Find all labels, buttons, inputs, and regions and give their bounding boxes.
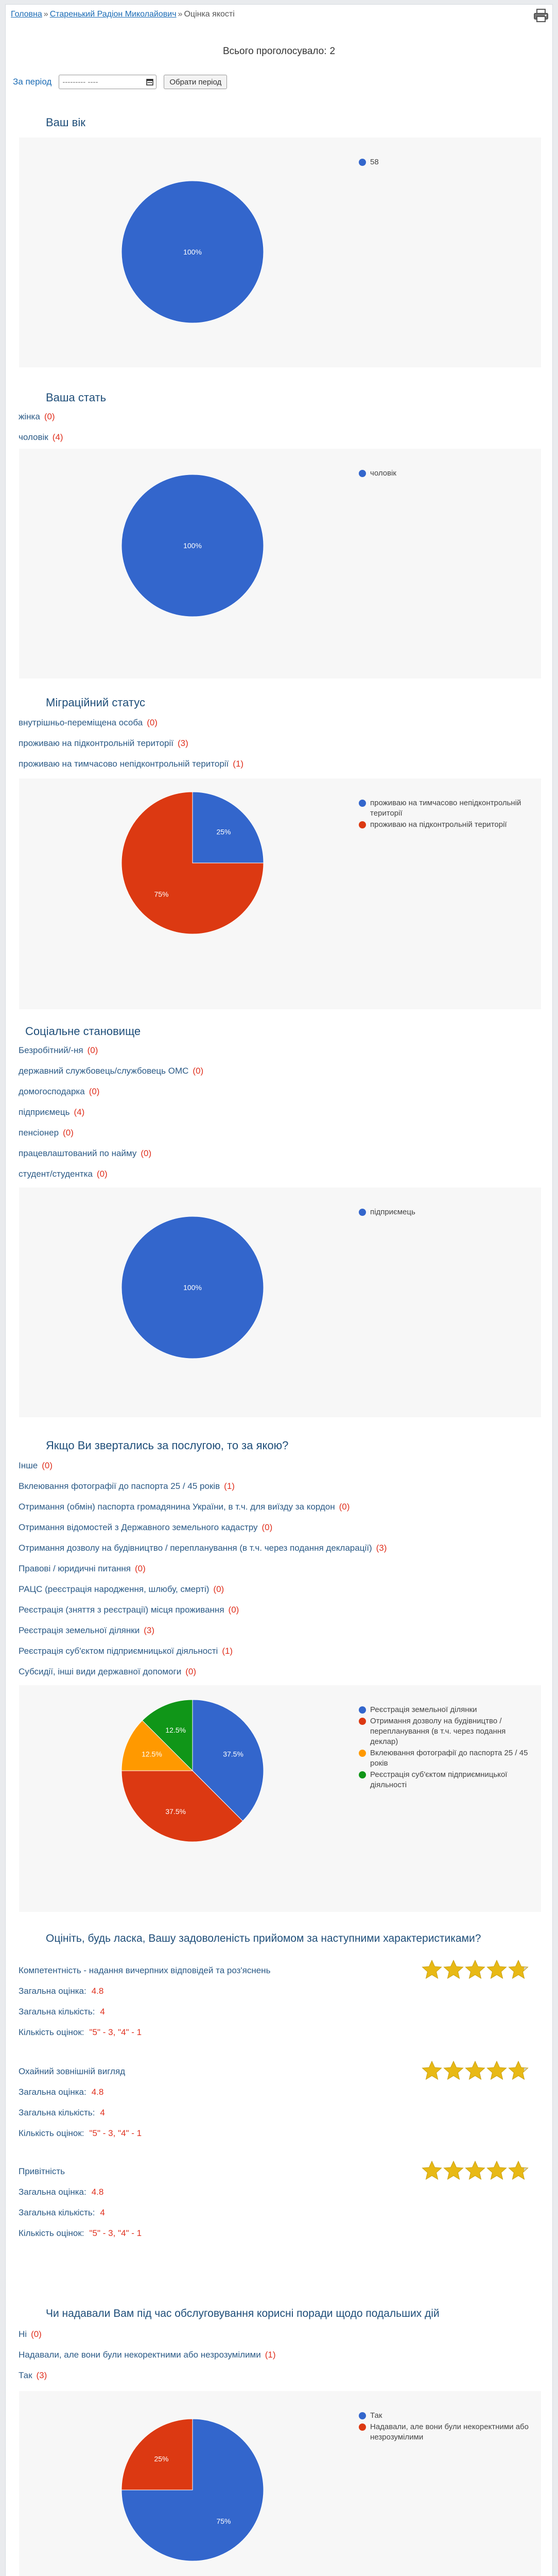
legend-swatch: [359, 821, 366, 828]
grades-label: Кількість оцінок:: [19, 2228, 84, 2238]
pie-slice-percent-label: 100%: [183, 541, 202, 550]
breadcrumb-separator: »: [43, 10, 48, 19]
migration-option: [19, 738, 188, 749]
rating-average: [19, 2087, 103, 2097]
service-option: [19, 1667, 196, 1677]
rating-count: [19, 2108, 105, 2118]
rating-grades: [19, 2027, 142, 2038]
rating-stars: [422, 2160, 529, 2181]
social-option: [19, 1066, 203, 1076]
social-chart-legend: [359, 1207, 534, 1218]
rating-count: [19, 2208, 105, 2218]
option-label: пенсіонер: [19, 1128, 59, 1138]
legend-label: проживаю на тимчасово непідконтрольній території: [370, 799, 521, 818]
legend-item[interactable]: [359, 2411, 534, 2421]
legend-swatch: [359, 1209, 366, 1216]
star-icon: [465, 2160, 485, 2181]
gender-pie-chart: [19, 449, 541, 679]
star-icon: [508, 2060, 529, 2081]
social-option: [19, 1087, 99, 1097]
option-label: студент/студентка: [19, 1169, 93, 1179]
option-count: (0): [44, 412, 55, 421]
period-filter: [13, 75, 227, 89]
legend-item[interactable]: [359, 2422, 534, 2443]
legend-item[interactable]: [359, 820, 534, 830]
star-icon: [486, 2160, 507, 2181]
rating-grades: [19, 2228, 142, 2239]
rating-grades: [19, 2128, 142, 2139]
service-chart-legend: [359, 1705, 534, 1791]
legend-item[interactable]: [359, 157, 534, 167]
service-chart-panel: [19, 1685, 541, 1912]
option-label: Отримання відомостей з Державного земельного кадастру: [19, 1522, 258, 1532]
advice-option: [19, 2350, 276, 2360]
service-option: [19, 1502, 350, 1512]
gender-chart-panel: [19, 449, 541, 679]
star-icon: [443, 2160, 464, 2181]
avg-label: Загальна оцінка:: [19, 2087, 86, 2097]
legend-label: чоловік: [370, 469, 396, 478]
avg-value: 4.8: [91, 2087, 104, 2097]
breadcrumb-current: Оцінка якості: [184, 10, 235, 19]
legend-item[interactable]: [359, 798, 534, 819]
total-voted: [6, 46, 552, 57]
social-option: [19, 1148, 151, 1159]
breadcrumb-separator: »: [178, 10, 183, 19]
count-value: 4: [100, 2108, 105, 2117]
rating-count: [19, 2007, 105, 2017]
migration-title: Міграційний статус: [46, 696, 145, 709]
advice-chart-panel: [19, 2391, 541, 2576]
social-option: [19, 1107, 84, 1117]
option-count: (0): [147, 718, 158, 727]
option-count: (1): [265, 2350, 276, 2360]
migration-chart-legend: [359, 798, 534, 831]
gender-title: Ваша стать: [46, 391, 107, 404]
service-option: [19, 1461, 53, 1471]
option-count: (3): [36, 2370, 47, 2380]
count-label: Загальна кількість:: [19, 2208, 95, 2217]
legend-swatch: [359, 2424, 366, 2431]
option-count: (0): [135, 1564, 146, 1573]
service-option: [19, 1481, 235, 1492]
option-count: (4): [52, 432, 63, 442]
option-label: Ні: [19, 2329, 27, 2339]
star-icon: [443, 1959, 464, 1980]
option-count: (3): [144, 1625, 154, 1635]
star-icon: [465, 1959, 485, 1980]
service-title: Якщо Ви звертались за послугою, то за якою?: [46, 1439, 289, 1452]
option-label: працевлаштований по найму: [19, 1148, 137, 1158]
option-label: РАЦС (реєстрація народження, шлюбу, смерті): [19, 1584, 210, 1594]
option-count: (0): [96, 1169, 108, 1179]
legend-swatch: [359, 1706, 366, 1714]
pie-slice-percent-label: 12.5%: [165, 1725, 186, 1734]
rating-criterion-name: Компетентність - надання вичерпних відповідей та роз'яснень: [19, 1965, 271, 1975]
legend-item[interactable]: [359, 468, 534, 479]
legend-label: Реєстрація земельної ділянки: [370, 1705, 477, 1714]
avg-value: 4.8: [91, 1986, 104, 1996]
star-icon: [508, 2160, 529, 2181]
star-icon: [486, 2060, 507, 2081]
service-option: [19, 1605, 239, 1615]
legend-label: підприємець: [370, 1208, 415, 1216]
migration-option: [19, 759, 243, 769]
pie-slice-percent-label: 75%: [216, 2517, 231, 2526]
legend-item[interactable]: [359, 1748, 534, 1769]
option-count: (0): [185, 1667, 196, 1676]
rating-title: Оцініть, будь ласка, Вашу задоволеність прийомом за наступними характеристиками?: [46, 1933, 481, 1944]
age-chart-legend: [359, 157, 534, 168]
legend-item[interactable]: [359, 1207, 534, 1217]
pie-slice-percent-label: 37.5%: [165, 1807, 186, 1816]
star-icon: [422, 2060, 442, 2081]
age-title: Ваш вік: [46, 116, 85, 129]
option-count: (1): [222, 1646, 233, 1656]
legend-label: 58: [370, 158, 379, 166]
legend-swatch: [359, 2412, 366, 2419]
advice-option: [19, 2329, 42, 2340]
legend-swatch: [359, 159, 366, 166]
option-label: Отримання дозволу на будівництво / перепланування (в т.ч. через подання декларації): [19, 1543, 372, 1553]
printer-icon: [533, 8, 549, 23]
option-count: (0): [141, 1148, 152, 1158]
legend-swatch: [359, 1718, 366, 1725]
option-count: (3): [376, 1543, 387, 1553]
grades-value: "5" - 3, "4" - 1: [89, 2027, 142, 2037]
option-label: проживаю на тимчасово непідконтрольній території: [19, 759, 229, 769]
age-chart-panel: [19, 138, 541, 367]
period-date-input[interactable]: [59, 75, 156, 89]
option-label: Реєстрація суб'єктом підприємницької діяльності: [19, 1646, 218, 1656]
legend-label: проживаю на підконтрольній території: [370, 820, 507, 829]
count-value: 4: [100, 2208, 105, 2217]
option-count: (4): [74, 1107, 85, 1117]
social-option: [19, 1169, 108, 1179]
advice-title: Чи надавали Вам під час обслуговування корисні поради щодо подальших дій: [46, 2308, 440, 2319]
option-count: (0): [339, 1502, 350, 1512]
legend-item[interactable]: [359, 1770, 534, 1790]
pie-slice-percent-label: 37.5%: [223, 1750, 243, 1758]
option-label: Реєстрація (зняття з реєстрації) місця проживання: [19, 1605, 224, 1615]
legend-item[interactable]: [359, 1716, 534, 1747]
pie-slice-percent-label: 25%: [154, 2454, 169, 2463]
social-chart-panel: [19, 1188, 541, 1417]
rating-criterion-name: Охайний зовнішній вигляд: [19, 2066, 126, 2076]
pie-slice-percent-label: 75%: [154, 890, 169, 899]
service-option: [19, 1625, 154, 1636]
service-option: [19, 1584, 224, 1595]
option-count: (1): [233, 759, 244, 769]
option-count: (0): [261, 1522, 273, 1532]
option-label: проживаю на підконтрольній території: [19, 738, 173, 748]
service-option: [19, 1564, 146, 1574]
gender-option: [19, 412, 55, 422]
advice-option: [19, 2370, 47, 2381]
legend-label: Вклеювання фотографії до паспорта 25 / 45 років: [370, 1749, 528, 1768]
print-button[interactable]: [532, 8, 550, 23]
grades-value: "5" - 3, "4" - 1: [89, 2228, 142, 2238]
rating-criterion-name: Привітність: [19, 2166, 65, 2176]
service-option: [19, 1543, 387, 1553]
total-voted-count: 2: [329, 46, 336, 57]
pie-slice-percent-label: 100%: [183, 1283, 202, 1292]
option-count: (1): [224, 1481, 235, 1491]
option-label: Так: [19, 2370, 32, 2380]
migration-chart-panel: [19, 778, 541, 1009]
legend-label: Так: [370, 2411, 382, 2420]
option-label: підприємець: [19, 1107, 70, 1117]
breadcrumb: [11, 10, 235, 19]
option-label: домогосподарка: [19, 1087, 85, 1096]
breadcrumb-org-link[interactable]: Старенький Радіон Миколайович: [49, 10, 177, 19]
rating-stars: [422, 1959, 529, 1980]
option-label: Правові / юридичні питання: [19, 1564, 131, 1573]
option-label: Вклеювання фотографії до паспорта 25 / 45 років: [19, 1481, 220, 1491]
star-icon: [486, 1959, 507, 1980]
option-count: (0): [213, 1584, 224, 1594]
star-icon: [443, 2060, 464, 2081]
option-label: Безробітний/-ня: [19, 1045, 83, 1055]
option-label: Надавали, але вони були некоректними або незрозумілими: [19, 2350, 261, 2360]
survey-card: [5, 4, 553, 2576]
grades-label: Кількість оцінок:: [19, 2128, 84, 2138]
period-label: За період: [13, 77, 52, 87]
calendar-icon[interactable]: [146, 78, 153, 86]
age-pie-chart: [19, 138, 541, 367]
avg-label: Загальна оцінка:: [19, 1986, 86, 1996]
option-count: (0): [42, 1461, 53, 1470]
legend-swatch: [359, 800, 366, 807]
social-option: [19, 1128, 74, 1138]
option-label: чоловік: [19, 432, 48, 442]
star-icon: [422, 1959, 442, 1980]
legend-label: Реєстрація суб'єктом підприємницької діяльності: [370, 1770, 508, 1789]
option-count: (0): [89, 1087, 100, 1096]
rating-average: [19, 2187, 103, 2197]
legend-swatch: [359, 1750, 366, 1757]
option-count: (0): [63, 1128, 74, 1138]
star-icon: [508, 1959, 529, 1980]
option-count: (0): [228, 1605, 239, 1615]
grades-label: Кількість оцінок:: [19, 2027, 84, 2037]
option-label: Субсидії, інші види державної допомоги: [19, 1667, 182, 1676]
gender-chart-legend: [359, 468, 534, 480]
total-voted-label: Всього проголосувало:: [222, 46, 327, 57]
grades-value: "5" - 3, "4" - 1: [89, 2128, 142, 2138]
service-option: [19, 1522, 272, 1533]
count-label: Загальна кількість:: [19, 2007, 95, 2016]
social-option: [19, 1045, 98, 1056]
breadcrumb-home-link[interactable]: Головна: [11, 10, 42, 19]
migration-option: [19, 718, 158, 728]
legend-item[interactable]: [359, 1705, 534, 1715]
count-label: Загальна кількість:: [19, 2108, 95, 2117]
rating-stars: [422, 2060, 529, 2081]
star-icon: [422, 2160, 442, 2181]
legend-swatch: [359, 470, 366, 477]
pie-slice-percent-label: 100%: [183, 248, 202, 256]
rating-average: [19, 1986, 103, 1996]
legend-label: Отримання дозволу на будівництво / перепланування (в т.ч. через подання деклар): [370, 1717, 506, 1746]
avg-label: Загальна оцінка:: [19, 2187, 86, 2197]
option-label: Інше: [19, 1461, 38, 1470]
option-label: жінка: [19, 412, 40, 421]
pie-slice-percent-label: 12.5%: [142, 1750, 162, 1758]
service-option: [19, 1646, 233, 1656]
avg-value: 4.8: [91, 2187, 104, 2197]
option-label: внутрішньо-переміщена особа: [19, 718, 143, 727]
option-label: державний службовець/службовець ОМС: [19, 1066, 189, 1076]
option-count: (3): [178, 738, 188, 748]
pie-slice-percent-label: 25%: [216, 827, 231, 836]
gender-option: [19, 432, 63, 443]
count-value: 4: [100, 2007, 105, 2016]
option-label: Отримання (обмін) паспорта громадянина України, в т.ч. для виїзду за кордон: [19, 1502, 335, 1512]
advice-chart-legend: [359, 2411, 534, 2444]
option-count: (0): [193, 1066, 204, 1076]
social-pie-chart: [19, 1188, 541, 1417]
legend-label: Надавали, але вони були некоректними або незрозумілими: [370, 2422, 529, 2442]
option-count: (0): [31, 2329, 42, 2339]
social-title: Соціальне становище: [25, 1025, 141, 1038]
star-icon: [465, 2060, 485, 2081]
legend-swatch: [359, 1771, 366, 1778]
option-label: Реєстрація земельної ділянки: [19, 1625, 140, 1635]
option-count: (0): [87, 1045, 98, 1055]
select-period-button[interactable]: Обрати період: [164, 75, 227, 89]
